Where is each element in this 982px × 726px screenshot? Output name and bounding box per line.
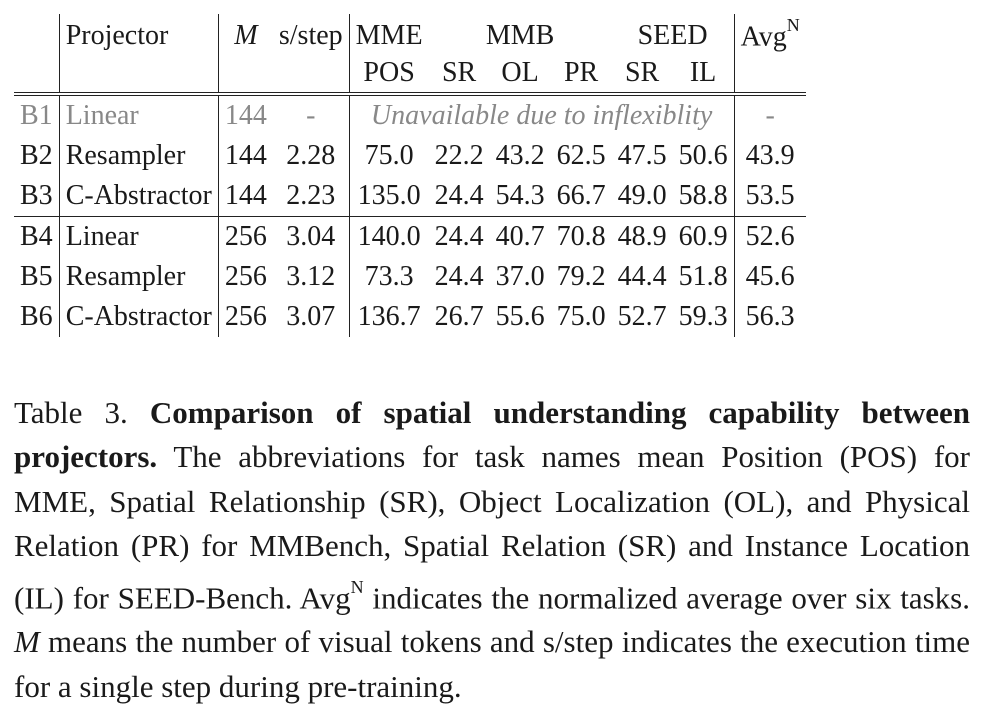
row-mmb-sr: 24.4	[434, 180, 484, 211]
row-il: 60.9	[673, 217, 735, 258]
header-empty-projector	[59, 54, 218, 94]
caption-sup: N	[350, 576, 364, 597]
row-ol: 55.6	[495, 301, 545, 332]
table-row	[14, 217, 806, 258]
table-row	[14, 176, 806, 217]
row-avg: 53.5	[745, 180, 795, 211]
row-m: 144	[224, 140, 267, 171]
avg-header-base: Avg	[740, 21, 787, 53]
row-sstep: 2.28	[273, 136, 349, 176]
row-pos: 75.0	[364, 140, 414, 171]
row-m: 256	[218, 217, 273, 258]
caption-m-symbol: M	[14, 624, 40, 660]
row-mmb-sr: 24.4	[429, 217, 490, 258]
header-row-1	[14, 14, 806, 54]
row-pr: 66.7	[556, 180, 606, 211]
seed-header: SEED	[612, 14, 735, 54]
row-pos: 136.7	[357, 301, 421, 332]
row-sstep: 2.23	[273, 176, 349, 217]
row-mmb-sr: 26.7	[434, 301, 484, 332]
row-pos: 73.3	[364, 261, 414, 292]
subheader-pr: PR	[551, 54, 612, 94]
table-row	[14, 257, 806, 297]
header-row-2	[14, 54, 806, 94]
row-il: 59.3	[673, 297, 735, 337]
row-ol: 37.0	[495, 261, 545, 292]
row-avg: 56.3	[745, 301, 795, 332]
table-row	[14, 136, 806, 176]
caption-label: Table 3.	[14, 395, 128, 430]
row-mmb-sr: 22.2	[434, 140, 484, 171]
row-m: 144	[224, 180, 267, 211]
mme-header: MME	[355, 20, 423, 51]
avg-header	[734, 14, 806, 54]
row-unavailable-note: Unavailable due to inflexiblity	[349, 94, 734, 136]
row-id: B5	[14, 257, 59, 297]
row-avg: 43.9	[745, 140, 795, 171]
table-row	[14, 94, 806, 136]
row-id: B1	[14, 94, 59, 136]
header-empty-sstep	[273, 54, 349, 94]
row-il: 50.6	[673, 136, 735, 176]
row-mmb-sr: 24.4	[434, 261, 484, 292]
subheader-mmb-sr: SR	[429, 54, 490, 94]
sstep-header: s/step	[273, 14, 349, 54]
row-m: 256	[224, 301, 267, 332]
row-avg: 52.6	[734, 217, 806, 258]
subheader-seed-sr: SR	[612, 54, 673, 94]
row-seed-sr: 48.9	[612, 217, 673, 258]
avg-header-sup: N	[786, 15, 800, 36]
row-m: 144	[224, 100, 267, 131]
row-avg: -	[765, 100, 775, 131]
row-seed-sr: 52.7	[617, 301, 667, 332]
row-pr: 79.2	[556, 261, 606, 292]
mmb-header: MMB	[485, 20, 555, 51]
row-id: B6	[14, 297, 59, 337]
row-ol: 54.3	[495, 180, 545, 211]
row-projector: Linear	[59, 217, 218, 258]
row-id: B3	[14, 176, 59, 217]
row-pr: 70.8	[551, 217, 612, 258]
table-row	[14, 297, 806, 337]
results-table	[14, 14, 806, 337]
row-projector: Resampler	[59, 257, 218, 297]
row-seed-sr: 44.4	[617, 261, 667, 292]
row-il: 58.8	[673, 176, 735, 217]
m-header: M	[234, 20, 258, 51]
subheader-ol: OL	[490, 54, 551, 94]
row-projector: Resampler	[59, 136, 218, 176]
row-pr: 62.5	[556, 140, 606, 171]
row-projector: C-Abstractor	[59, 297, 218, 337]
row-il: 51.8	[673, 257, 735, 297]
projector-header: Projector	[59, 14, 218, 54]
row-pos: 135.0	[357, 180, 421, 211]
row-id: B4	[14, 217, 59, 258]
row-projector: Linear	[59, 94, 218, 136]
table-caption	[14, 391, 970, 709]
row-ol: 40.7	[490, 217, 551, 258]
row-projector: C-Abstractor	[59, 176, 218, 217]
row-avg: 45.6	[745, 261, 795, 292]
caption-text-2: indicates the normalized average over six tasks.	[372, 579, 970, 615]
row-sstep: 3.04	[273, 217, 349, 258]
row-pos: 140.0	[349, 217, 428, 258]
header-empty-m	[218, 54, 273, 94]
caption-text-3: means the number of visual tokens and s/step indicates the execution time for a single step during pre-training.	[14, 624, 970, 704]
caption-bold-title: Comparison of spatial understanding capability between projectors.	[14, 395, 971, 475]
header-empty-avg	[734, 54, 806, 94]
row-sstep: 3.12	[273, 257, 349, 297]
row-m: 256	[224, 261, 267, 292]
subheader-pos: POS	[349, 54, 428, 94]
id-header	[14, 14, 59, 54]
row-ol: 43.2	[495, 140, 545, 171]
row-id: B2	[14, 136, 59, 176]
row-seed-sr: 49.0	[617, 180, 667, 211]
subheader-il: IL	[673, 54, 735, 94]
row-seed-sr: 47.5	[617, 140, 667, 171]
caption-text-1: The abbreviations for task names mean Position (POS) for MME, Spatial Relationship (SR), Object Localization (OL), and Physical Relation (PR) for MMBench, Spatial Relation (SR) and Instance Location (IL) for SEED-Bench. Avg	[14, 439, 970, 615]
header-empty-id	[14, 54, 59, 94]
row-sstep: 3.07	[273, 297, 349, 337]
row-pr: 75.0	[556, 301, 606, 332]
row-sstep: -	[273, 94, 349, 136]
